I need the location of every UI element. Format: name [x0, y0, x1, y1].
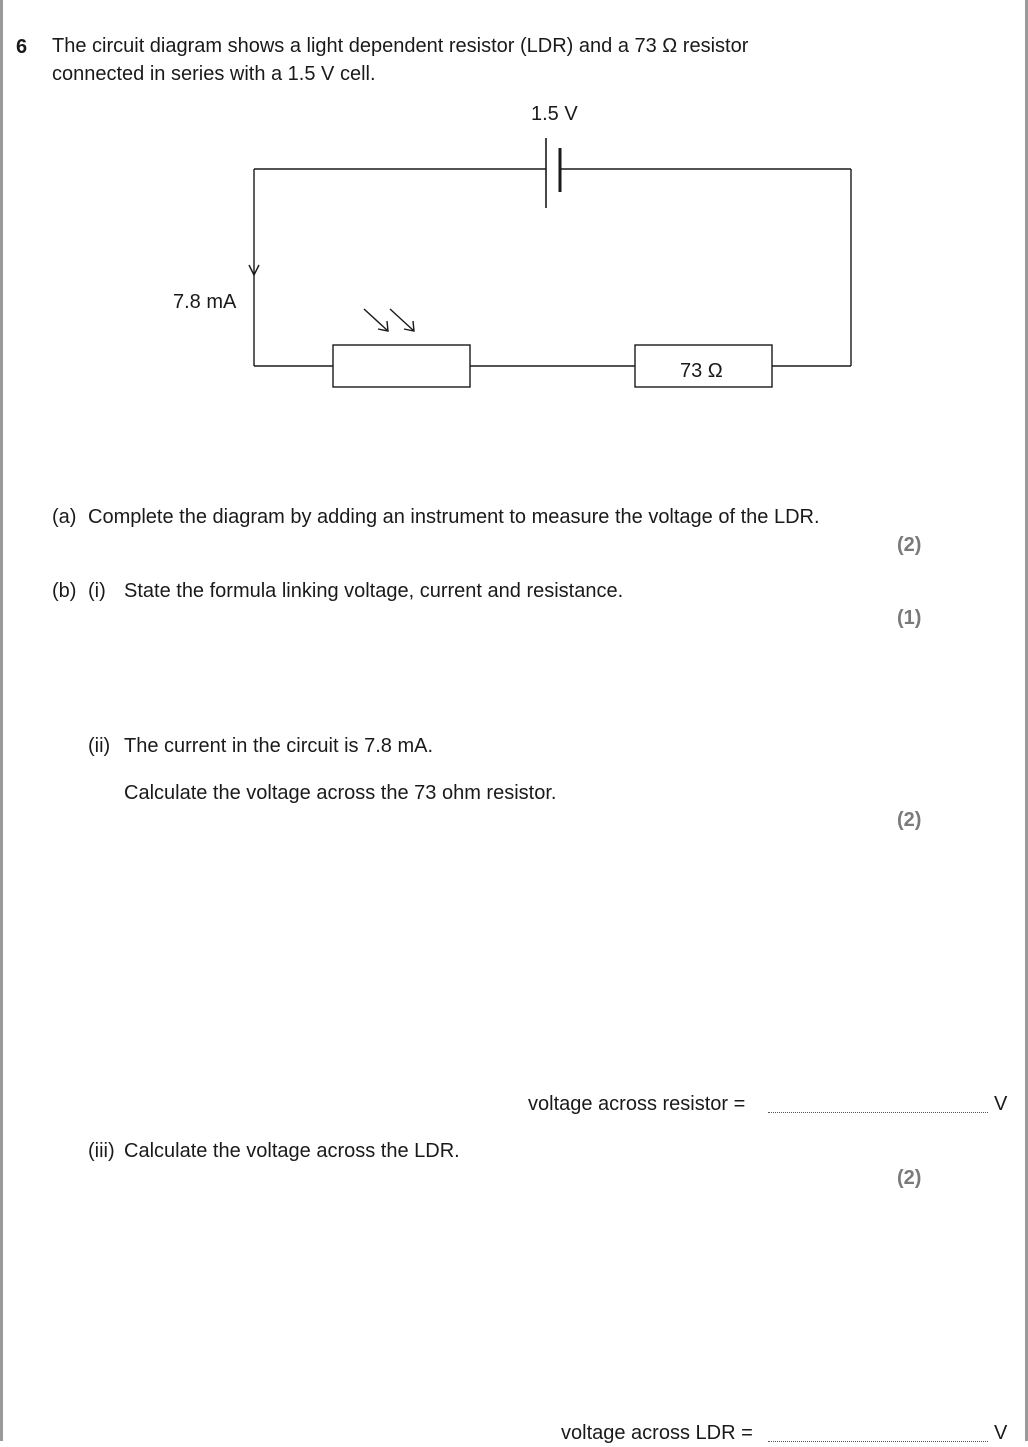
- ldr-symbol: [333, 345, 470, 387]
- part-a-label: (a): [52, 506, 77, 528]
- resistor-label: 73 Ω: [680, 360, 723, 382]
- part-b-iii-text: Calculate the voltage across the LDR.: [124, 1140, 460, 1162]
- light-arrows-icon: [364, 309, 414, 331]
- ldr-voltage-answer-label: voltage across LDR =: [561, 1422, 753, 1444]
- part-b-ii-marks: (2): [897, 809, 922, 831]
- part-b-iii-sublabel: (iii): [88, 1140, 115, 1162]
- part-b-iii-marks: (2): [897, 1167, 922, 1189]
- part-a-text: Complete the diagram by adding an instrument to measure the voltage of the LDR.: [88, 506, 820, 528]
- ldr-voltage-unit: V: [994, 1422, 1008, 1444]
- question-intro-line2: connected in series with a 1.5 V cell.: [52, 63, 376, 85]
- part-b-label: (b): [52, 580, 77, 602]
- part-b-ii-line2: Calculate the voltage across the 73 ohm resistor.: [124, 782, 557, 804]
- resistor-voltage-answer-line[interactable]: [768, 1096, 988, 1118]
- resistor-voltage-unit: V: [994, 1093, 1008, 1115]
- part-b-i-sublabel: (i): [88, 580, 106, 602]
- question-number: 6: [16, 36, 28, 58]
- current-label: 7.8 mA: [173, 291, 237, 313]
- part-b-i-text: State the formula linking voltage, current and resistance.: [124, 580, 624, 602]
- cell-label: 1.5 V: [531, 103, 578, 125]
- resistor-voltage-answer-label: voltage across resistor =: [528, 1093, 746, 1115]
- part-b-i-marks: (1): [897, 607, 922, 629]
- part-b-ii-sublabel: (ii): [88, 735, 111, 757]
- ldr-voltage-answer-line[interactable]: [768, 1425, 988, 1447]
- question-intro-line1: The circuit diagram shows a light dependent resistor (LDR) and a 73 Ω resistor: [52, 35, 749, 57]
- circuit-diagram: [0, 0, 1028, 480]
- part-a-marks: (2): [897, 534, 922, 556]
- part-b-ii-line1: The current in the circuit is 7.8 mA.: [124, 735, 434, 757]
